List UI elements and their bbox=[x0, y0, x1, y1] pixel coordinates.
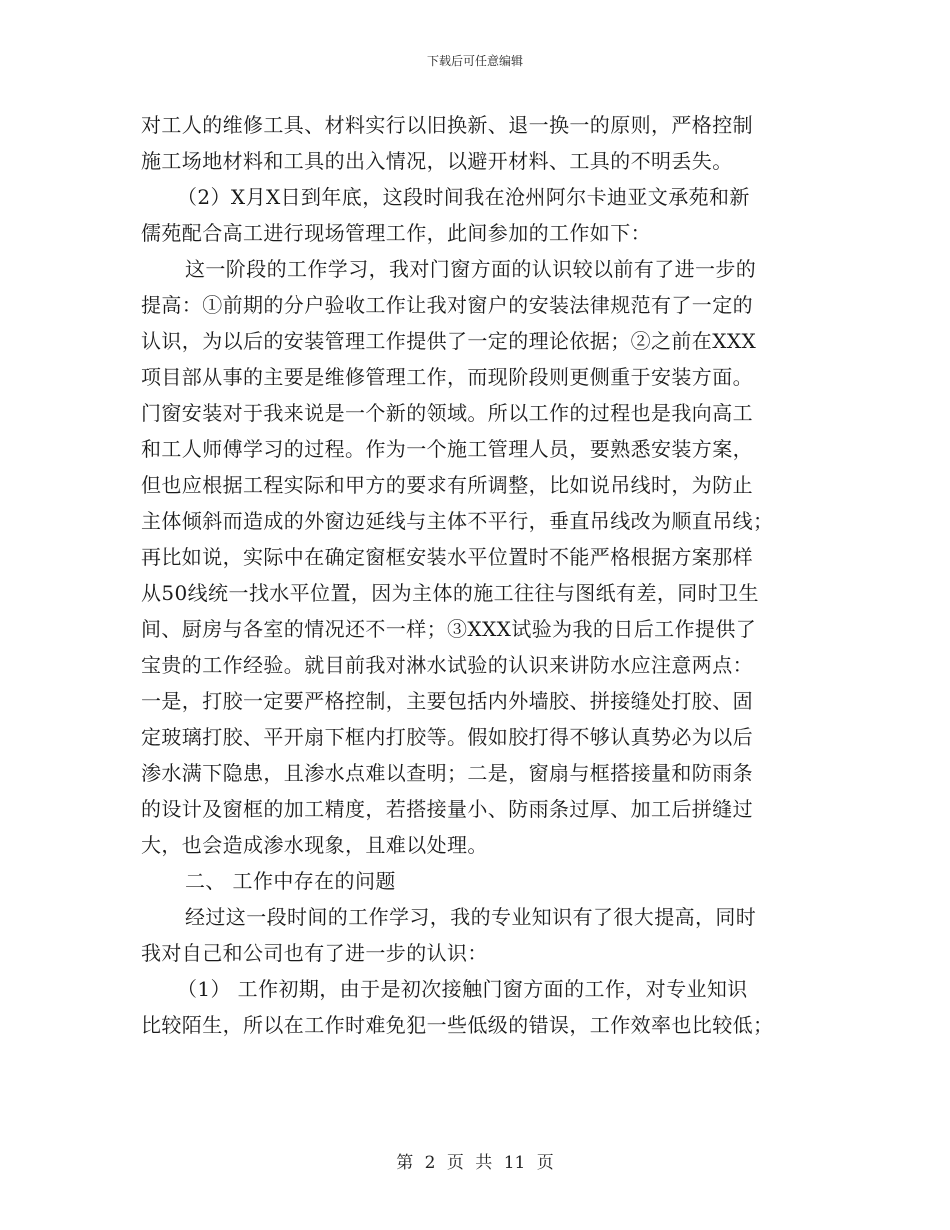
text-line: 从50线统一找水平位置，因为主体的施工往往与图纸有差，同时卫生 bbox=[141, 581, 759, 605]
text-line: 认识，为以后的安装管理工作提供了一定的理论依据；②之前在XXX bbox=[141, 329, 757, 353]
text-line: 对工人的维修工具、材料实行以旧换新、退一换一的原则，严格控制 bbox=[141, 113, 753, 137]
text-line: 门窗安装对于我来说是一个新的领域。所以工作的过程也是我向高工 bbox=[141, 401, 753, 425]
text-line: 渗水满下隐患，且渗水点难以查明；二是，窗扇与框搭接量和防雨条 bbox=[141, 761, 753, 785]
page-header: 下载后可任意编辑 bbox=[426, 54, 523, 68]
text-line: 施工场地材料和工具的出入情况，以避开材料、工具的不明丢失。 bbox=[141, 149, 733, 173]
text-line: 再比如说，实际中在确定窗框安装水平位置时不能严格根据方案那样 bbox=[141, 545, 753, 569]
text-line: 我对自己和公司也有了进一步的认识： bbox=[141, 941, 488, 965]
text-line: 间、厨房与各室的情况还不一样；③XXX试验为我的日后工作提供了 bbox=[141, 617, 757, 641]
document-body bbox=[141, 107, 806, 1043]
text-line: 提高：①前期的分户验收工作让我对窗户的安装法律规范有了一定的 bbox=[141, 293, 753, 317]
text-line: （1） 工作初期，由于是初次接触门窗方面的工作，对专业知识 bbox=[177, 977, 748, 1001]
text-line: 项目部从事的主要是维修管理工作，而现阶段则更侧重于安装方面。 bbox=[141, 365, 753, 389]
text-line: 比较陌生，所以在工作时难免犯一些低级的错误，工作效率也比较低； bbox=[141, 1013, 774, 1037]
text-line: 经过这一段时间的工作学习，我的专业知识有了很大提高，同时 bbox=[185, 905, 757, 929]
text-line: 大，也会造成渗水现象，且难以处理。 bbox=[141, 833, 488, 857]
text-line: （2）X月X日到年底，这段时间我在沧州阿尔卡迪亚文承苑和新 bbox=[177, 185, 750, 209]
text-line: 儒苑配合高工进行现场管理工作，此间参加的工作如下： bbox=[141, 221, 651, 245]
text-line: 宝贵的工作经验。就目前我对淋水试验的认识来讲防水应注意两点： bbox=[141, 653, 753, 677]
text-line: 和工人师傅学习的过程。作为一个施工管理人员，要熟悉安装方案， bbox=[141, 437, 753, 461]
text-line: 定玻璃打胶、平开扇下框内打胶等。假如胶打得不够认真势必为以后 bbox=[141, 725, 753, 749]
text-line: 但也应根据工程实际和甲方的要求有所调整，比如说吊线时，为防止 bbox=[141, 473, 753, 497]
text-line: 一是，打胶一定要严格控制，主要包括内外墙胶、拼接缝处打胶、固 bbox=[141, 689, 753, 713]
page-number: 第 2 页 共 11 页 bbox=[396, 1153, 554, 1173]
text-line: 的设计及窗框的加工精度，若搭接量小、防雨条过厚、加工后拼缝过 bbox=[141, 797, 753, 821]
section-heading: 二、 工作中存在的问题 bbox=[185, 869, 396, 893]
text-line: 主体倾斜而造成的外窗边延线与主体不平行，垂直吊线改为顺直吊线； bbox=[141, 509, 774, 533]
text-line: 这一阶段的工作学习，我对门窗方面的认识较以前有了进一步的 bbox=[185, 257, 757, 281]
